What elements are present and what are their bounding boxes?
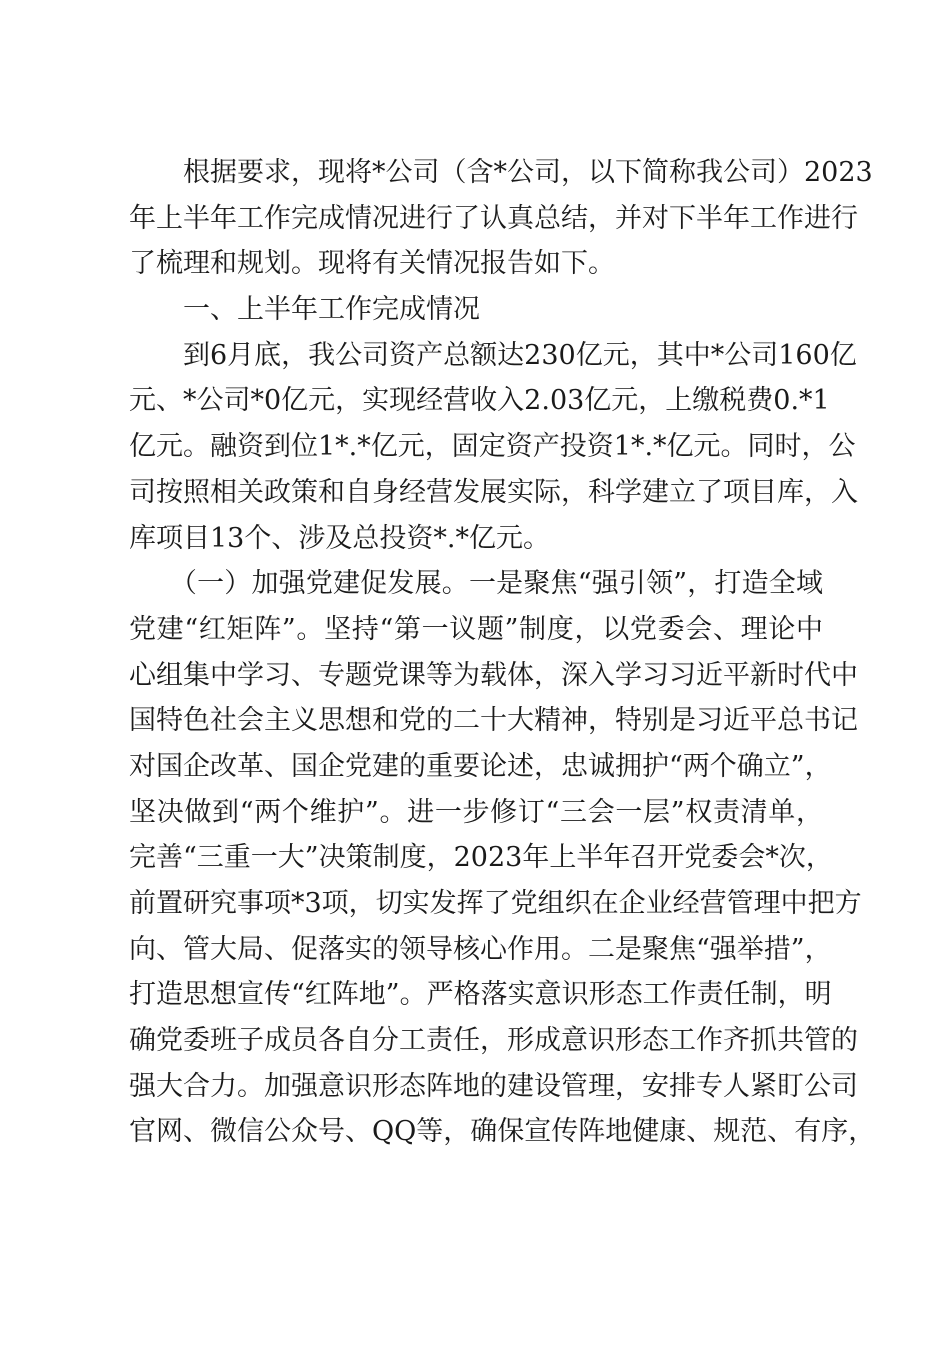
text-line: 向、管大局、促落实的领导核心作用。二是聚焦“强举措”，	[129, 933, 832, 965]
paragraph-intro	[129, 150, 873, 287]
text-line: 完善“三重一大”决策制度，2023年上半年召开党委会*次，	[129, 842, 833, 874]
text-line: 坚决做到“两个维护”。进一步修订“三会一层”权责清单，	[129, 796, 823, 828]
text-line: 库项目13个、涉及总投资*.*亿元。	[129, 522, 550, 554]
text-line: 亿元。融资到位1*.*亿元，固定资产投资1*.*亿元。同时，公	[129, 431, 856, 463]
text-line: 了梳理和规划。现将有关情况报告如下。	[129, 248, 615, 280]
text-line: 年上半年工作完成情况进行了认真总结，并对下半年工作进行	[129, 202, 858, 234]
section-heading	[129, 287, 823, 333]
text-line: 党建“红矩阵”。坚持“第一议题”制度，以党委会、理论中	[129, 613, 823, 645]
text-line: （一）加强党建促发展。一是聚焦“强引领”，打造全域	[129, 568, 823, 600]
text-line: 强大合力。加强意识形态阵地的建设管理，安排专人紧盯公司	[129, 1070, 858, 1102]
text-line: 前置研究事项*3项，切实发挥了党组织在企业经营管理中把方	[129, 888, 862, 919]
text-line: 确党委班子成员各自分工责任，形成意识形态工作齐抓共管的	[129, 1025, 858, 1057]
text-line: 到6月底，我公司资产总额达230亿元，其中*公司160亿	[129, 339, 857, 371]
text-line: 元、*公司*0亿元，实现经营收入2.03亿元，上缴税费0.*1	[129, 385, 830, 417]
text-line: 对国企改革、国企党建的重要论述，忠诚拥护“两个确立”，	[129, 750, 832, 782]
text-line: 打造思想宣传“红阵地”。严格落实意识形态工作责任制，明	[129, 979, 832, 1011]
text-line: 一、上半年工作完成情况	[129, 294, 480, 326]
text-line: 根据要求，现将*公司（含*公司，以下简称我公司）2023	[129, 157, 873, 188]
text-line: 司按照相关政策和自身经营发展实际，科学建立了项目库，入	[129, 476, 858, 508]
text-line: 国特色社会主义思想和党的二十大精神，特别是习近平总书记	[129, 705, 858, 737]
text-line: 官网、微信公众号、QQ等，确保宣传阵地健康、规范、有序，	[129, 1116, 876, 1148]
document-body	[129, 150, 876, 1155]
paragraph-party-building	[129, 561, 876, 1155]
text-line: 心组集中学习、专题党课等为载体，深入学习习近平新时代中	[129, 659, 858, 691]
paragraph-summary	[129, 333, 858, 561]
